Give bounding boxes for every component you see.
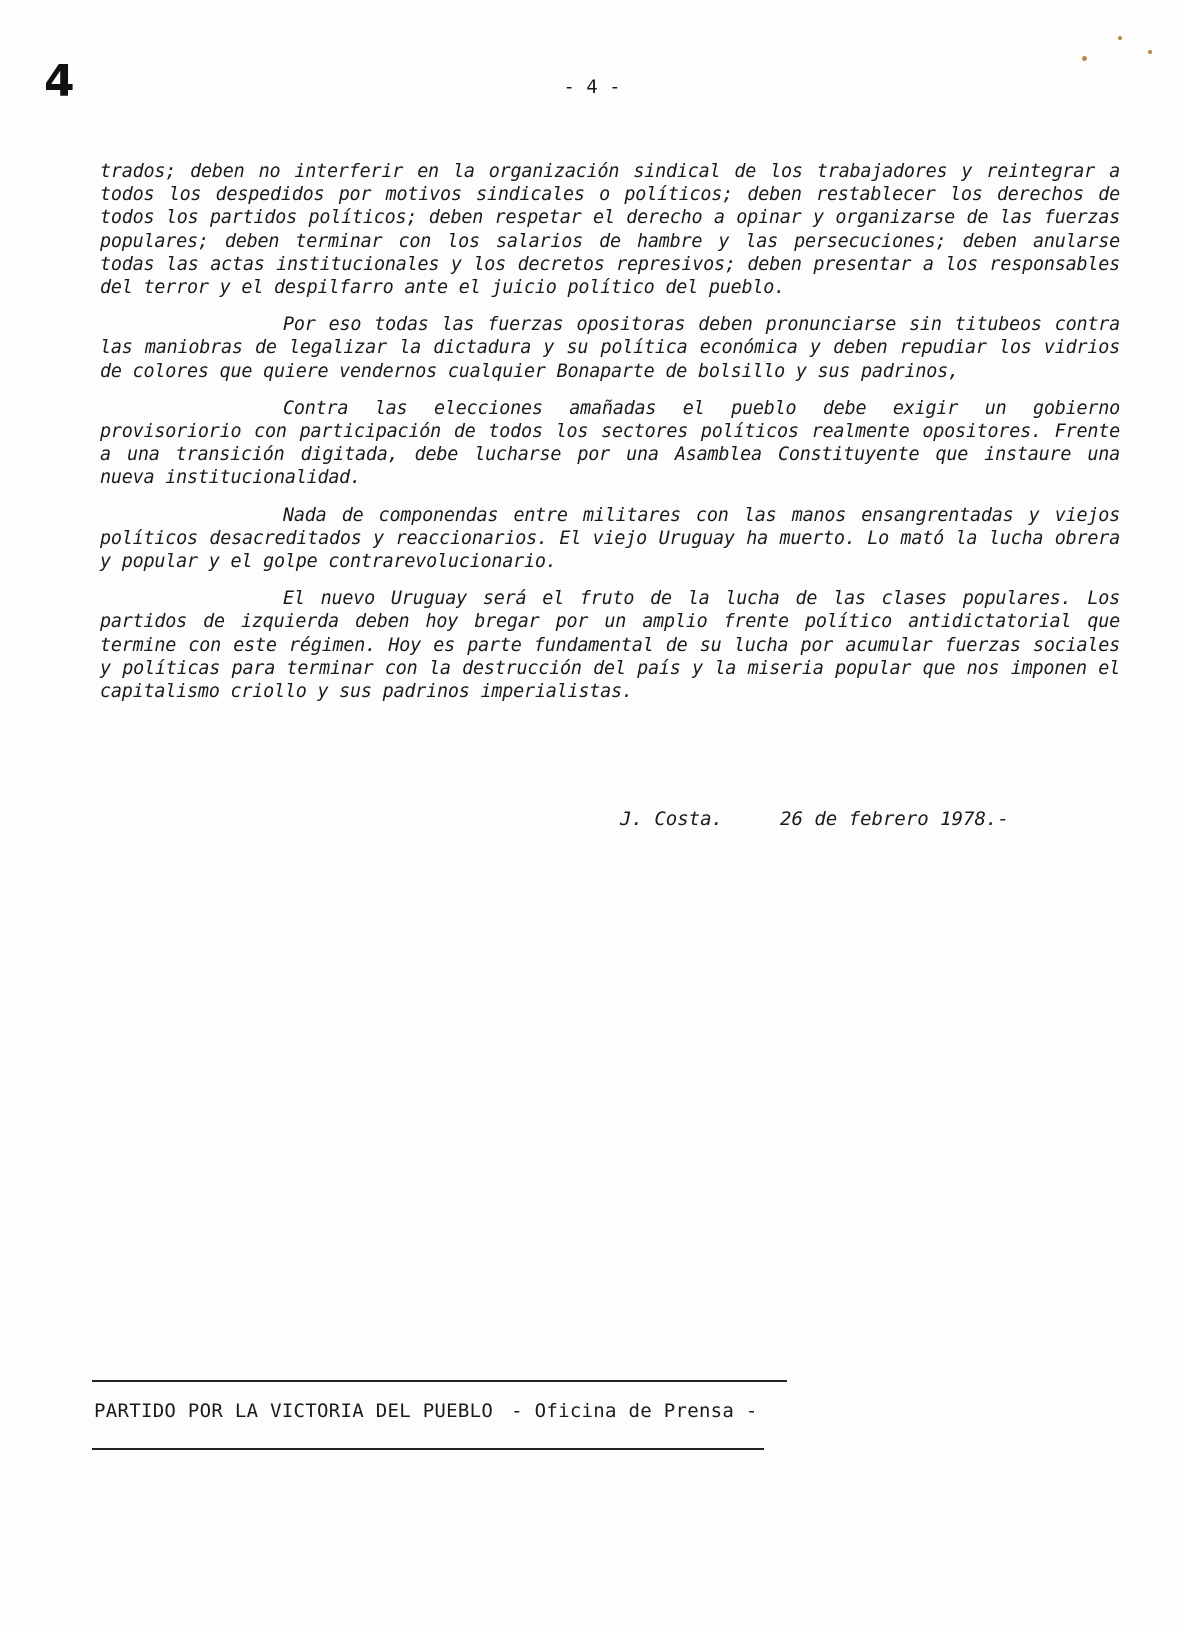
corner-page-number: 4 bbox=[44, 56, 75, 107]
document-body bbox=[100, 160, 1120, 717]
paper-speck bbox=[1082, 56, 1087, 61]
paragraph-3: Contra las elecciones amañadas el pueblo debe exigir un gobierno provisoriorio con participación de todos los sectores políticos realmente opositores. Frente a una transición digitada, debe lucharse por una Asamblea Constituyente que instaure una nueva institucionalidad. bbox=[100, 397, 1120, 489]
footer-office: - Oficina de Prensa - bbox=[511, 1400, 758, 1422]
footer-rule-bottom bbox=[92, 1448, 764, 1450]
footer bbox=[94, 1400, 758, 1422]
signature-author: J. Costa. bbox=[620, 808, 723, 830]
page-number: - 4 - bbox=[563, 76, 621, 98]
signature-date: 26 de febrero 1978.- bbox=[780, 808, 1009, 830]
paper-speck bbox=[1148, 50, 1152, 54]
paragraph-5: El nuevo Uruguay será el fruto de la lucha de las clases populares. Los partidos de izquierda deben hoy bregar por un amplio frente político antidictatorial que termine con este régimen. Hoy es parte fundamental de su lucha por acumular fuerzas sociales y políticas para terminar con la destrucción del país y la miseria popular que nos imponen el capitalismo criollo y sus padrinos imperialistas. bbox=[100, 588, 1120, 703]
signature-block bbox=[620, 808, 1009, 830]
footer-rule-top bbox=[92, 1380, 787, 1382]
paragraph-1: trados; deben no interferir en la organización sindical de los trabajadores y reintegrar a todos los despedidos por motivos sindicales o políticos; deben restablecer los derechos de todos los partidos políticos; deben respetar el derecho a opinar y organizarse de las fuerzas populares; deben terminar con los salarios de hambre y las persecuciones; deben anularse todas las actas institucionales y los decretos represivos; deben presentar a los responsables del terror y el despilfarro ante el juicio político del pueblo. bbox=[100, 161, 1120, 299]
paragraph-2: Por eso todas las fuerzas opositoras deben pronunciarse sin titubeos contra las maniobras de legalizar la dictadura y su política económica y deben repudiar los vidrios de colores que quiere vendernos cualquier Bonaparte de bolsillo y sus padrinos, bbox=[100, 314, 1120, 382]
paper-speck bbox=[1118, 36, 1122, 40]
footer-organization: PARTIDO POR LA VICTORIA DEL PUEBLO bbox=[94, 1400, 494, 1422]
paragraph-4: Nada de componendas entre militares con las manos ensangrentadas y viejos políticos desacreditados y reaccionarios. El viejo Uruguay ha muerto. Lo mató la lucha obrera y popular y el golpe contrarevolucionario. bbox=[100, 504, 1120, 573]
